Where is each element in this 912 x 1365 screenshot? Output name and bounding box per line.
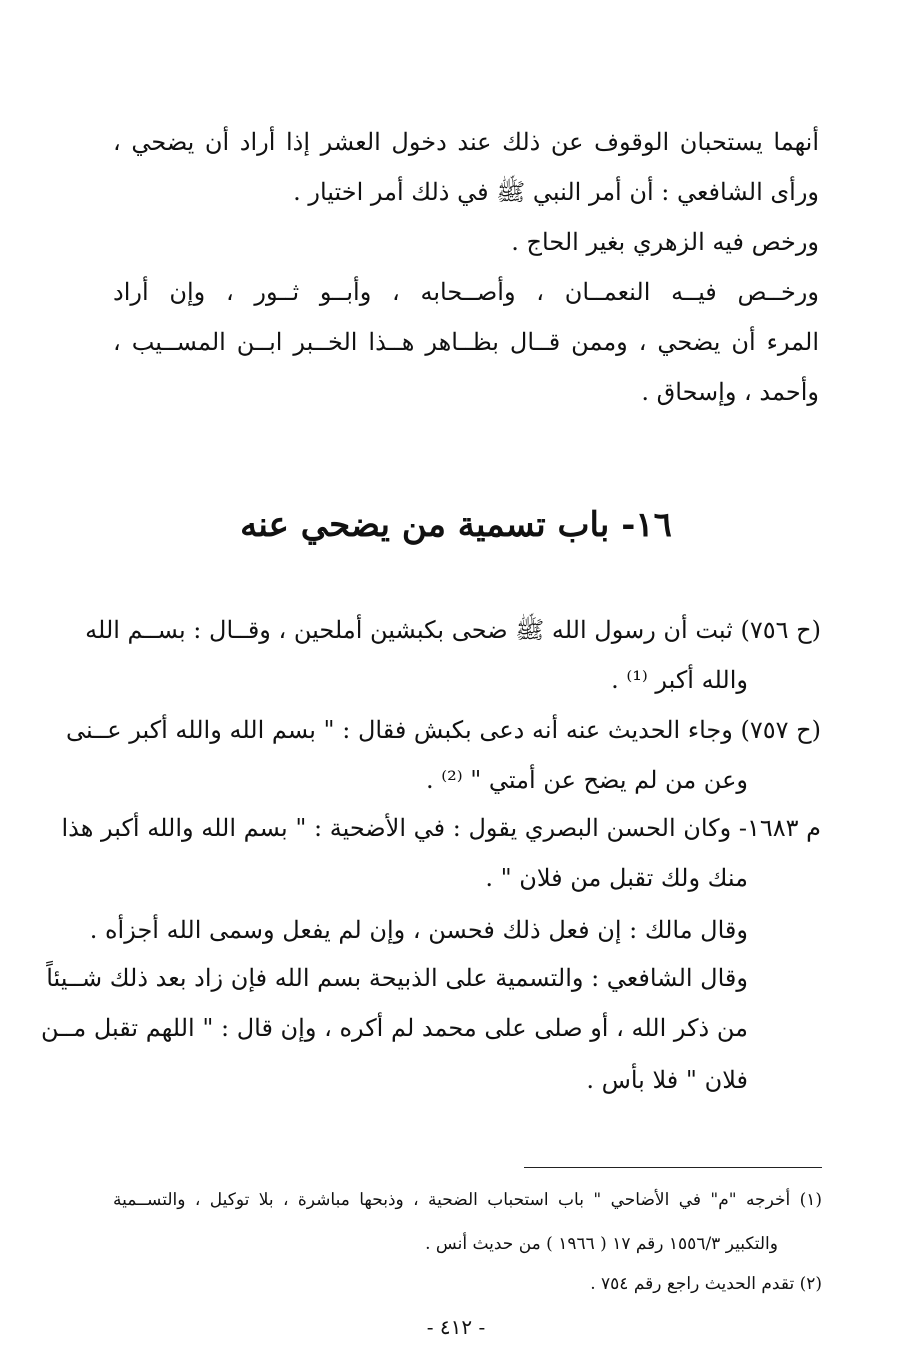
text-line: وأحمد ، وإسحاق . [641, 378, 819, 406]
page-number: - ٤١٢ - [426, 1315, 486, 1339]
section-heading: ١٦- باب تسمية من يضحي عنه [240, 505, 672, 545]
hadith-entry-line: والله أكبر ⁽¹⁾ . [611, 666, 748, 694]
hadith-entry-line: (ح ٧٥٦) ثبت أن رسول الله ﷺ ضحى بكبشين أملحين ، وقــال : بســم الله [85, 616, 821, 644]
opinion-entry-line: فلان " فلا بأس . [586, 1066, 748, 1094]
opinion-entry-line: وقال مالك : إن فعل ذلك فحسن ، وإن لم يفعل وسمى الله أجزأه . [89, 916, 748, 944]
footnote-separator [524, 1167, 822, 1168]
opinion-entry-line: من ذكر الله ، أو صلى على محمد لم أكره ، وإن قال : " اللهم تقبل مــن [41, 1014, 748, 1042]
opinion-entry-line: وقال الشافعي : والتسمية على الذبيحة بسم الله فإن زاد بعد ذلك شــيئاً [46, 964, 748, 992]
hadith-entry-line: (ح ٧٥٧) وجاء الحديث عنه أنه دعى بكبش فقال : " بسم الله والله أكبر عــنى [65, 716, 821, 744]
opinion-entry-line: منك ولك تقبل من فلان " . [485, 864, 748, 892]
opinion-entry-line: م ١٦٨٣- وكان الحسن البصري يقول : في الأضحية : " بسم الله والله أكبر هذا [61, 814, 821, 842]
hadith-entry-line: وعن من لم يضح عن أمتي " ⁽²⁾ . [425, 766, 748, 794]
text-line: أنهما يستحبان الوقوف عن ذلك عند دخول العشر إذا أراد أن يضحي ، [113, 128, 819, 156]
text-line: ورأى الشافعي : أن أمر النبي ﷺ في ذلك أمر اختيار . [293, 178, 819, 206]
text-line: ورخص فيه الزهري بغير الحاج . [511, 228, 819, 256]
footnote-line: والتكبير ١٥٥٦/٣ رقم ١٧ ( ١٩٦٦ ) من حديث أنس . [425, 1234, 778, 1254]
text-line: المرء أن يضحي ، وممن قــال بظــاهر هــذا الخــبر ابــن المســيب ، [113, 328, 819, 356]
text-line: ورخــص فيــه النعمــان ، وأصــحابه ، وأبــو ثــور ، وإن أراد [113, 278, 819, 306]
footnote-line: (١) أخرجه "م" في الأضاحي " باب استحباب الضحية ، وذبحها مباشرة ، بلا توكيل ، والتســمية [113, 1190, 822, 1210]
footnote-line: (٢) تقدم الحديث راجع رقم ٧٥٤ . [590, 1274, 822, 1294]
